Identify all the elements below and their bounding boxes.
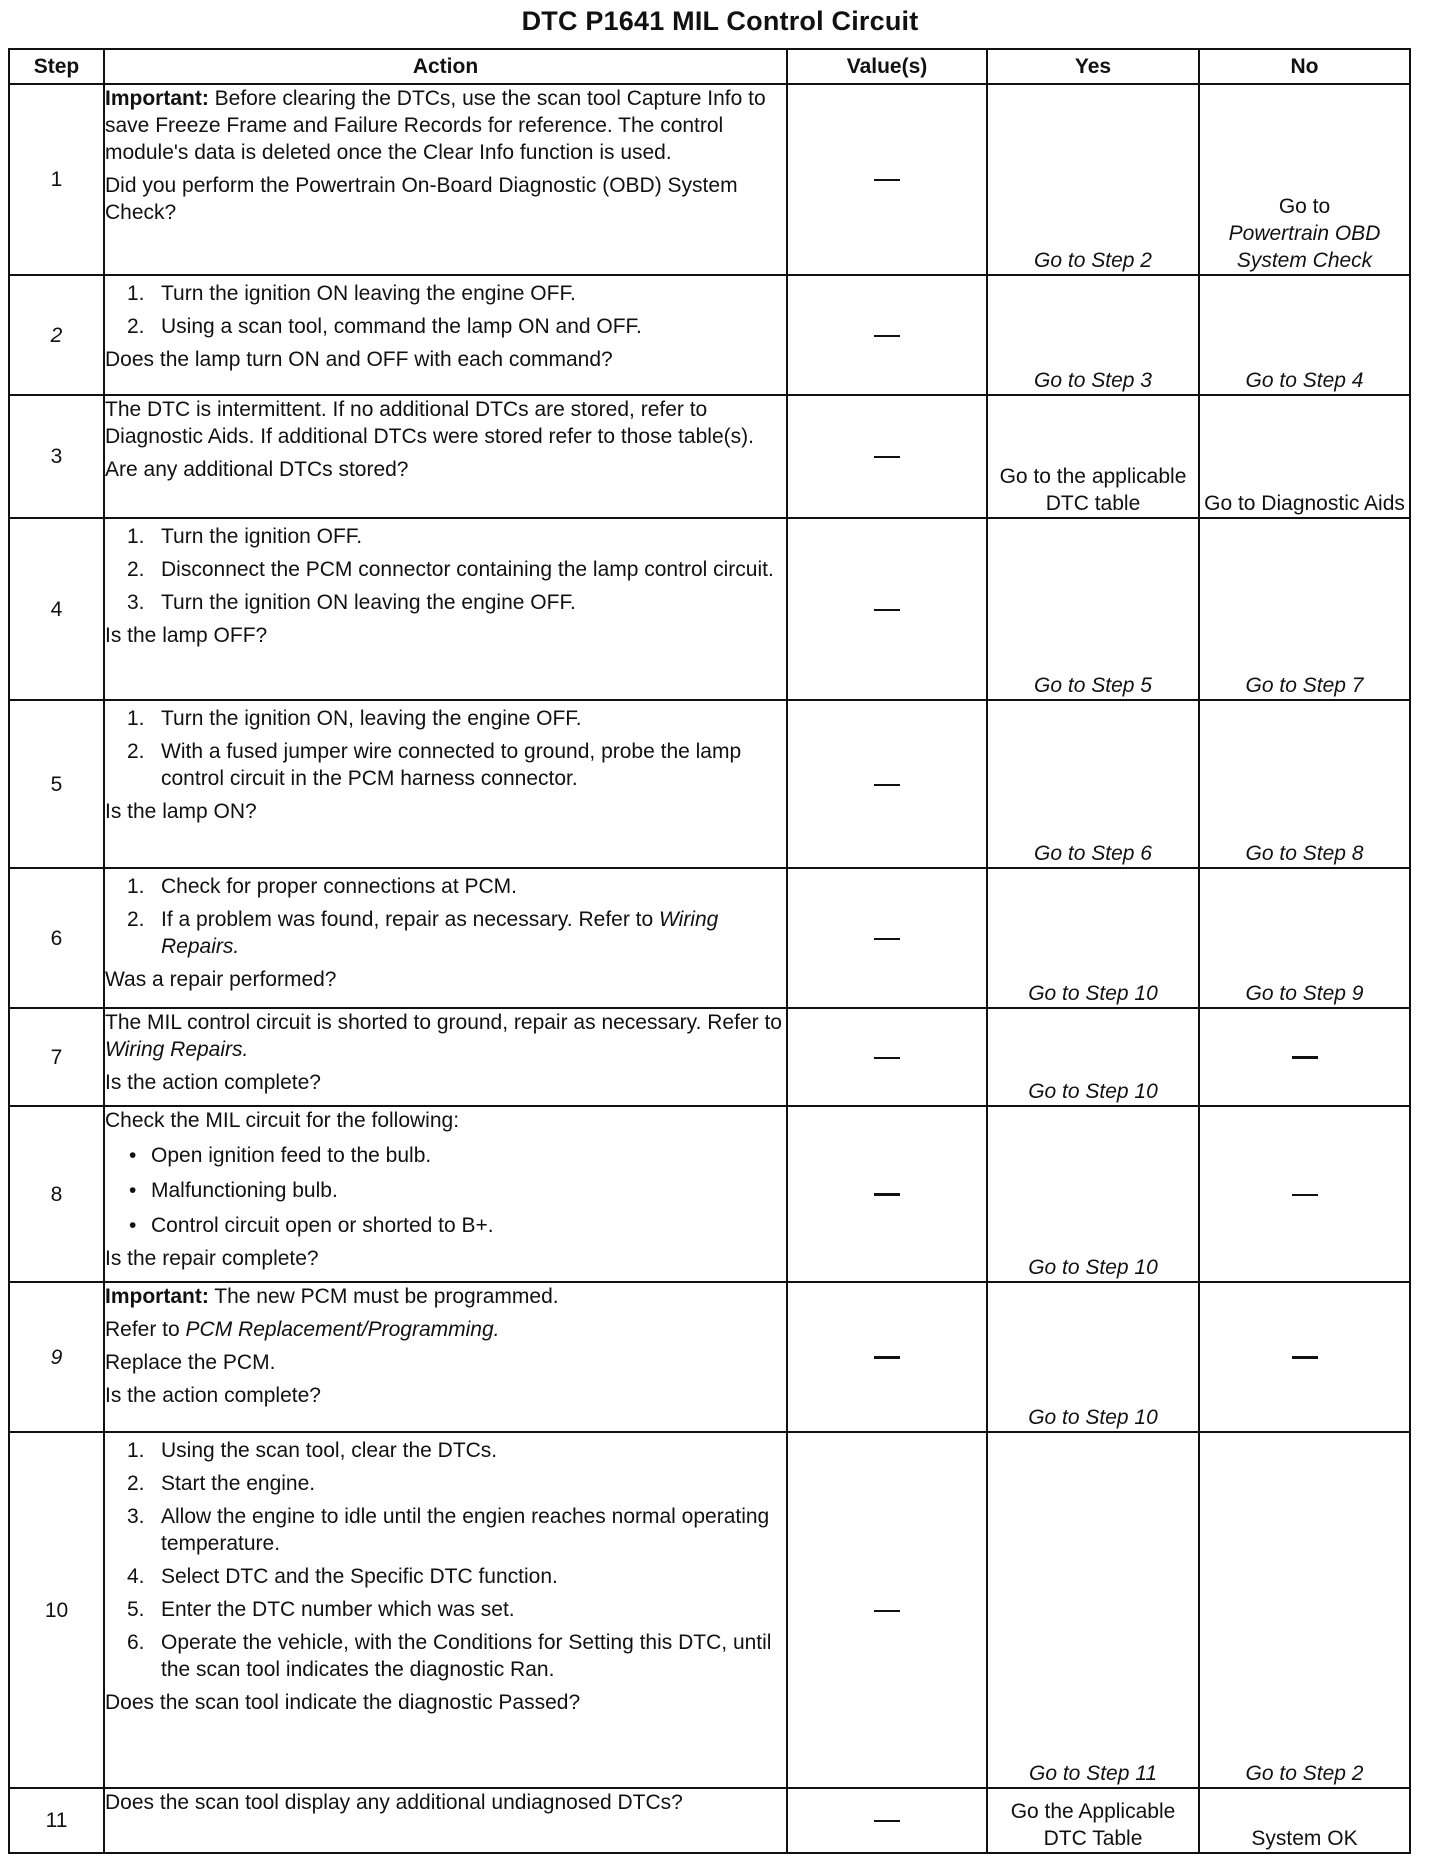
- important-label: Important:: [105, 1285, 209, 1308]
- yes-cell: Go to Step 2: [987, 84, 1199, 275]
- action-cell: [104, 1106, 787, 1282]
- question-text: Is the action complete?: [105, 1071, 321, 1094]
- yes-cell: Go to the applicable DTC table: [987, 395, 1199, 518]
- list-item: 2. With a fused jumper wire connected to ground, probe the lamp control circuit in the PCM harness connector.: [127, 740, 742, 790]
- no-cell: System OK: [1199, 1788, 1410, 1853]
- header-step: Step: [9, 49, 104, 84]
- important-label: Important:: [105, 87, 209, 110]
- table-row-step-7: [9, 1008, 1410, 1106]
- bullet-icon: •: [129, 1179, 137, 1202]
- dash-mark: [1292, 1056, 1318, 1059]
- list-item: 1. Turn the ignition OFF.: [127, 525, 363, 548]
- action-text: The MIL control circuit is shorted to ground, repair as necessary. Refer to: [105, 1011, 782, 1034]
- value-cell: [787, 518, 987, 700]
- no-cell: Go to Step 2: [1199, 1432, 1410, 1788]
- list-item: • Malfunctioning bulb.: [129, 1179, 338, 1202]
- table-row-step-2: [9, 275, 1410, 395]
- action-cell: [104, 518, 787, 700]
- no-cell: [1199, 1106, 1410, 1282]
- step-number: 8: [9, 1106, 104, 1282]
- table-row-step-5: [9, 700, 1410, 868]
- list-item: 6. Operate the vehicle, with the Conditions for Setting this DTC, until the scan tool indicates the diagnostic Ran.: [127, 1631, 772, 1681]
- header-yes: Yes: [987, 49, 1199, 84]
- step-number: 1: [9, 84, 104, 275]
- action-cell: [104, 84, 787, 275]
- value-cell: [787, 1282, 987, 1432]
- dash-mark: [874, 179, 900, 181]
- dash-mark: [874, 1610, 900, 1612]
- question-text: Is the action complete?: [105, 1384, 321, 1407]
- step-number: 6: [9, 868, 104, 1008]
- action-text: Replace the PCM.: [105, 1351, 276, 1374]
- list-item: • Open ignition feed to the bulb.: [129, 1144, 432, 1167]
- table-row-step-9: [9, 1282, 1410, 1432]
- yes-cell: Go to Step 10: [987, 1282, 1199, 1432]
- action-cell: [104, 395, 787, 518]
- refer-text: Refer to: [105, 1318, 186, 1341]
- question-text: Did you perform the Powertrain On-Board Diagnostic (OBD) System Check?: [105, 174, 738, 224]
- table-row-step-3: [9, 395, 1410, 518]
- list-item: 3. Turn the ignition ON leaving the engine OFF.: [127, 591, 576, 614]
- step-number: 4: [9, 518, 104, 700]
- action-text: Check the MIL circuit for the following:: [105, 1109, 460, 1132]
- diagnostic-table: [8, 48, 1411, 1854]
- yes-cell: Go to Step 10: [987, 1106, 1199, 1282]
- step-number: 9: [9, 1282, 104, 1432]
- numbered-list: [105, 705, 786, 792]
- numbered-list: [105, 873, 786, 960]
- action-cell: [104, 868, 787, 1008]
- question-text: Does the lamp turn ON and OFF with each command?: [105, 348, 613, 371]
- table-row-step-6: [9, 868, 1410, 1008]
- step-number: 5: [9, 700, 104, 868]
- yes-cell: Go to Step 11: [987, 1432, 1199, 1788]
- value-cell: [787, 84, 987, 275]
- step-number: 3: [9, 395, 104, 518]
- list-item: 2. Using a scan tool, command the lamp ON and OFF.: [127, 315, 642, 338]
- yes-cell: Go to Step 10: [987, 1008, 1199, 1106]
- table-row-step-11: [9, 1788, 1410, 1853]
- question-text: Does the scan tool display any additional undiagnosed DTCs?: [105, 1791, 683, 1814]
- value-cell: [787, 1788, 987, 1853]
- no-cell: Go to Step 7: [1199, 518, 1410, 700]
- numbered-list: [105, 523, 786, 616]
- no-cell: Go to Diagnostic Aids: [1199, 395, 1410, 518]
- list-item: 1. Check for proper connections at PCM.: [127, 875, 517, 898]
- list-item: 2. Start the engine.: [127, 1472, 316, 1495]
- bullet-icon: •: [129, 1144, 137, 1167]
- numbered-list: [105, 1437, 786, 1683]
- list-item: 1. Turn the ignition ON, leaving the engine OFF.: [127, 707, 582, 730]
- no-cell: Go to Step 4: [1199, 275, 1410, 395]
- action-text: The DTC is intermittent. If no additional DTCs are stored, refer to Diagnostic Aids. If additional DTCs were stored refer to those table(s).: [105, 398, 754, 448]
- value-cell: [787, 1106, 987, 1282]
- bullet-list: [105, 1142, 786, 1239]
- dash-mark: [874, 1193, 900, 1196]
- action-cell: [104, 700, 787, 868]
- step-number: 11: [9, 1788, 104, 1853]
- question-text: Are any additional DTCs stored?: [105, 458, 409, 481]
- action-cell: [104, 1432, 787, 1788]
- question-text: Is the lamp OFF?: [105, 624, 268, 647]
- no-cell: [1199, 1282, 1410, 1432]
- list-item: 4. Select DTC and the Specific DTC function.: [127, 1565, 558, 1588]
- value-cell: [787, 275, 987, 395]
- page-title: DTC P1641 MIL Control Circuit: [521, 6, 919, 36]
- table-row-step-1: [9, 84, 1410, 275]
- no-goto-ref: Powertrain OBD System Check: [1228, 222, 1381, 272]
- list-item: 1. Turn the ignition ON leaving the engine OFF.: [127, 282, 576, 305]
- step-number: 7: [9, 1008, 104, 1106]
- list-item: 5. Enter the DTC number which was set.: [127, 1598, 515, 1621]
- no-cell: [1199, 1008, 1410, 1106]
- list-item: 3. Allow the engine to idle until the engien reaches normal operating temperature.: [127, 1505, 770, 1555]
- dash-mark: [874, 1057, 900, 1059]
- value-cell: [787, 700, 987, 868]
- no-cell: Go to Step 9: [1199, 868, 1410, 1008]
- list-item: 2. If a problem was found, repair as necessary. Refer to Wiring Repairs.: [127, 908, 719, 958]
- action-cell: [104, 1788, 787, 1853]
- table-row-step-4: [9, 518, 1410, 700]
- dash-mark: [874, 1820, 900, 1822]
- step-number: 2: [9, 275, 104, 395]
- yes-cell: Go the Applicable DTC Table: [987, 1788, 1199, 1853]
- list-item: 2. Disconnect the PCM connector containing the lamp control circuit.: [127, 558, 774, 581]
- dash-mark: [874, 784, 900, 786]
- wiring-repairs-reference: Wiring Repairs.: [105, 1038, 249, 1061]
- dash-mark: [874, 609, 900, 611]
- question-text: Is the lamp ON?: [105, 800, 257, 823]
- dash-mark: [1292, 1194, 1318, 1196]
- pcm-replacement-reference: PCM Replacement/Programming.: [185, 1318, 500, 1341]
- yes-cell: Go to Step 3: [987, 275, 1199, 395]
- step-number: 10: [9, 1432, 104, 1788]
- action-cell: [104, 275, 787, 395]
- important-text: The new PCM must be programmed.: [208, 1285, 559, 1308]
- numbered-list: [105, 280, 786, 340]
- table-header-row: [9, 49, 1410, 84]
- question-text: Does the scan tool indicate the diagnostic Passed?: [105, 1691, 581, 1714]
- dash-mark: [874, 938, 900, 940]
- list-item: • Control circuit open or shorted to B+.: [129, 1214, 494, 1237]
- question-text: Was a repair performed?: [105, 968, 337, 991]
- dash-mark: [874, 335, 900, 337]
- important-text: Before clearing the DTCs, use the scan tool Capture Info to save Freeze Frame and Failure Records for reference. The control module's data is deleted once the Clear Info function is used.: [105, 87, 766, 164]
- value-cell: [787, 1008, 987, 1106]
- wiring-repairs-reference: Wiring Repairs.: [161, 908, 719, 958]
- no-cell: [1199, 84, 1410, 275]
- no-goto-label: Go to: [1278, 195, 1331, 218]
- dash-mark: [874, 1356, 900, 1359]
- no-cell: Go to Step 8: [1199, 700, 1410, 868]
- question-text: Is the repair complete?: [105, 1247, 319, 1270]
- yes-cell: Go to Step 6: [987, 700, 1199, 868]
- action-cell: [104, 1282, 787, 1432]
- header-action: Action: [104, 49, 787, 84]
- table-row-step-10: [9, 1432, 1410, 1788]
- header-values: Value(s): [787, 49, 987, 84]
- yes-cell: Go to Step 5: [987, 518, 1199, 700]
- yes-cell: Go to Step 10: [987, 868, 1199, 1008]
- table-row-step-8: [9, 1106, 1410, 1282]
- dash-mark: [1292, 1356, 1318, 1359]
- value-cell: [787, 1432, 987, 1788]
- dash-mark: [874, 456, 900, 458]
- value-cell: [787, 868, 987, 1008]
- list-item: 1. Using the scan tool, clear the DTCs.: [127, 1439, 498, 1462]
- bullet-icon: •: [129, 1214, 137, 1237]
- value-cell: [787, 395, 987, 518]
- action-cell: [104, 1008, 787, 1106]
- header-no: No: [1199, 49, 1410, 84]
